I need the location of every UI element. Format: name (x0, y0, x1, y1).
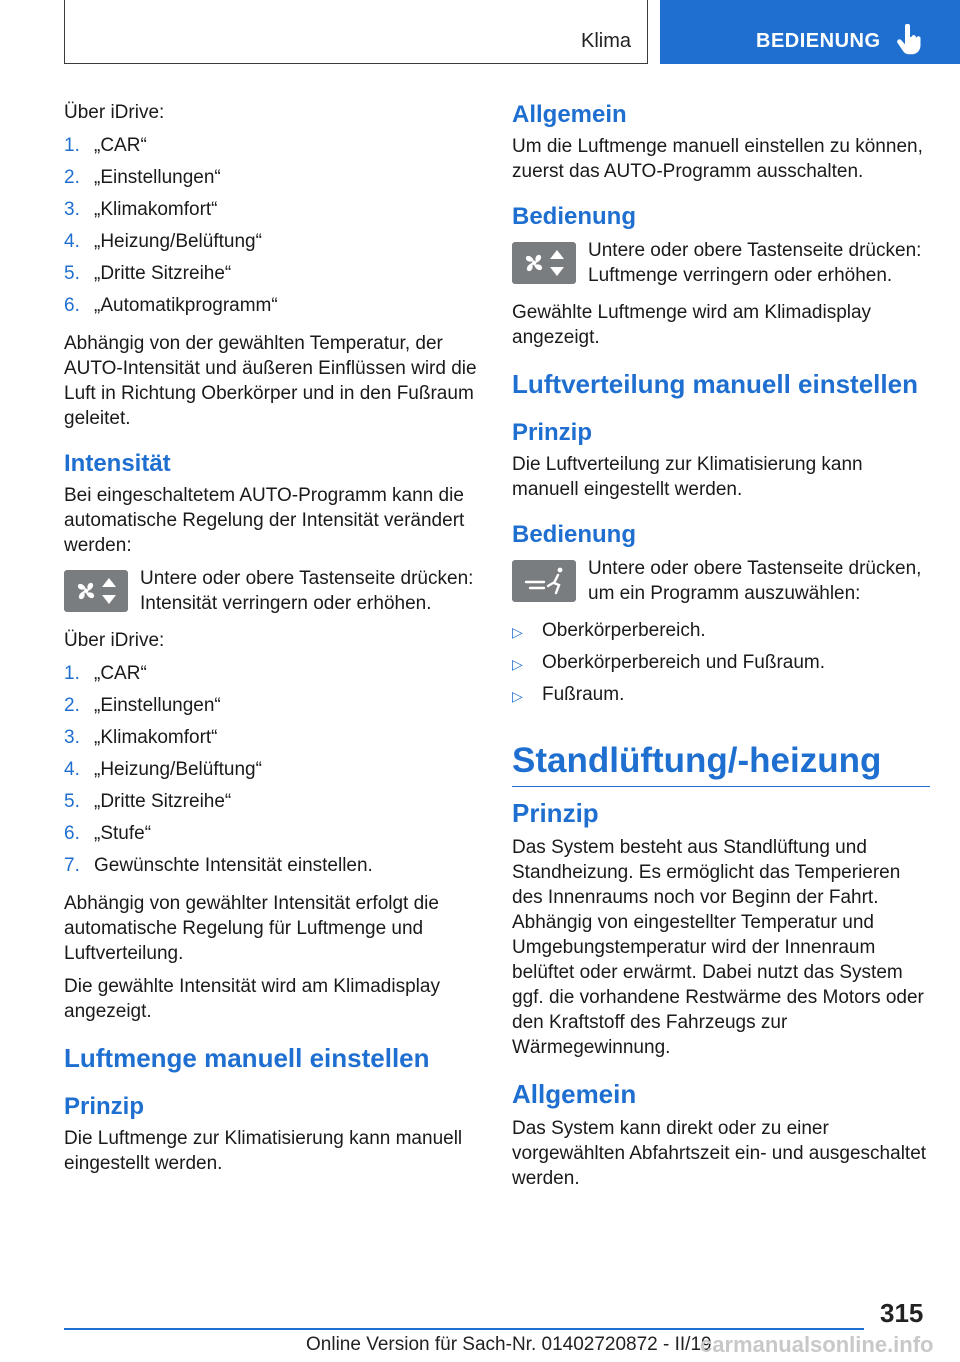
heading-bedienung: Bedienung (512, 203, 636, 230)
program-options (512, 618, 930, 714)
button-instruction-text: Untere oder obere Tastenseite drücken: Intensität verringern oder erhöhen. (140, 568, 474, 614)
list-item: 2. „Einstellungen“ (64, 167, 221, 188)
fan-rocker-button-icon (64, 570, 128, 612)
paragraph: Die Luftmenge zur Klimatisierung kann manuell eingestellt werden. (64, 1128, 463, 1174)
air-distribution-button-icon (512, 560, 576, 602)
header-chapter-title: BEDIENUNG (756, 30, 881, 52)
header-section-title: Klima (580, 30, 631, 52)
pointing-hand-icon (896, 24, 922, 56)
triangle-bullet-icon: ▷ (512, 624, 523, 640)
list-item: 1. „CAR“ (64, 135, 147, 156)
heading-allgemein: Allgemein (512, 1079, 637, 1109)
heading-intensitaet: Intensität (64, 450, 171, 477)
list-item: 5. „Dritte Sitzreihe“ (64, 263, 232, 284)
footer-text: Online Version für Sach-Nr. 01402720872 - II/19 (306, 1334, 712, 1355)
heading-prinzip: Prinzip (64, 1093, 145, 1120)
list-item: 5. „Dritte Sitzreihe“ (64, 791, 232, 812)
list-item: ▷ Oberkörperbereich und Fußraum. (512, 650, 930, 682)
watermark: carmanualsonline.info (700, 1332, 934, 1357)
button-instruction-text: Untere oder obere Tastenseite drücken, um ein Programm auszuwählen: (588, 558, 922, 604)
heading-prinzip: Prinzip (512, 419, 593, 446)
list-item: 4. „Heizung/Belüftung“ (64, 231, 262, 252)
button-instruction (512, 238, 930, 288)
paragraph: Das System besteht aus Standlüftung und Standheizung. Es ermöglicht das Temperieren des Innenraums noch vor Beginn der Fahrt. Abhängig von eingestellter Temperatur und Umgebungstemperatur wird der Innenraum belüftet oder erwärmt. Dabei nutzt das System ggf. die vorhandene Restwärme des Motors oder den Kraftstoff des Fahrzeugs zur Wärmegewinnung. (512, 837, 924, 1058)
heading-standlueftung: Standlüftung/-heizung (512, 740, 930, 787)
idrive-intro-2: Über iDrive: (64, 630, 165, 651)
list-item: 3. „Klimakomfort“ (64, 727, 218, 748)
heading-prinzip: Prinzip (512, 798, 599, 828)
paragraph: Abhängig von der gewählten Temperatur, der AUTO-Intensität und äußeren Einflüssen wird die Luft in Richtung Oberkörper und in den Fußraum geleitet. (64, 333, 477, 429)
paragraph: Bei eingeschaltetem AUTO-Programm kann die automatische Regelung der Intensität verändert werden: (64, 485, 465, 556)
paragraph: Die Luftverteilung zur Klimatisierung kann manuell eingestellt werden. (512, 454, 863, 500)
heading-luftmenge: Luftmenge manuell einstellen (64, 1043, 430, 1073)
idrive-intro-1: Über iDrive: (64, 102, 165, 123)
header-section-box (64, 0, 648, 64)
paragraph: Die gewählte Intensität wird am Klimadisplay angezeigt. (64, 976, 440, 1022)
paragraph: Gewählte Luftmenge wird am Klimadisplay angezeigt. (512, 302, 872, 348)
list-item: 4. „Heizung/Belüftung“ (64, 759, 262, 780)
header-chapter-tab (660, 0, 960, 64)
list-item: 2. „Einstellungen“ (64, 695, 221, 716)
fan-rocker-button-icon (512, 242, 576, 284)
idrive-steps-2 (64, 661, 482, 885)
list-item: 1. „CAR“ (64, 663, 147, 684)
button-instruction (512, 556, 930, 606)
list-item: 6. „Stufe“ (64, 823, 152, 844)
list-item: 3. „Klimakomfort“ (64, 199, 218, 220)
heading-bedienung: Bedienung (512, 521, 636, 548)
list-item: ▷ Oberkörperbereich. (512, 618, 930, 650)
right-column (512, 100, 930, 1199)
button-instruction (64, 566, 482, 616)
triangle-bullet-icon: ▷ (512, 688, 523, 704)
page-number: 315 (880, 1298, 924, 1328)
heading-allgemein: Allgemein (512, 101, 627, 128)
button-instruction-text: Untere oder obere Tastenseite drücken: Luftmenge verringern oder erhöhen. (588, 240, 922, 286)
paragraph: Abhängig von gewählter Intensität erfolgt die automatische Regelung für Luftmenge und Luftverteilung. (64, 893, 439, 964)
idrive-steps-1 (64, 133, 482, 325)
paragraph: Das System kann direkt oder zu einer vorgewählten Abfahrtszeit ein- und ausgeschaltet werden. (512, 1118, 927, 1189)
triangle-bullet-icon: ▷ (512, 656, 523, 672)
list-item: ▷ Fußraum. (512, 682, 930, 714)
heading-luftverteilung: Luftverteilung manuell einstellen (512, 369, 918, 399)
paragraph: Um die Luftmenge manuell einstellen zu können, zuerst das AUTO-Programm ausschalten. (512, 136, 923, 182)
footer-divider (64, 1328, 864, 1330)
list-item: 7. Gewünschte Intensität einstellen. (64, 855, 373, 876)
left-column (64, 100, 482, 1184)
list-item: 6. „Automatikprogramm“ (64, 295, 278, 316)
